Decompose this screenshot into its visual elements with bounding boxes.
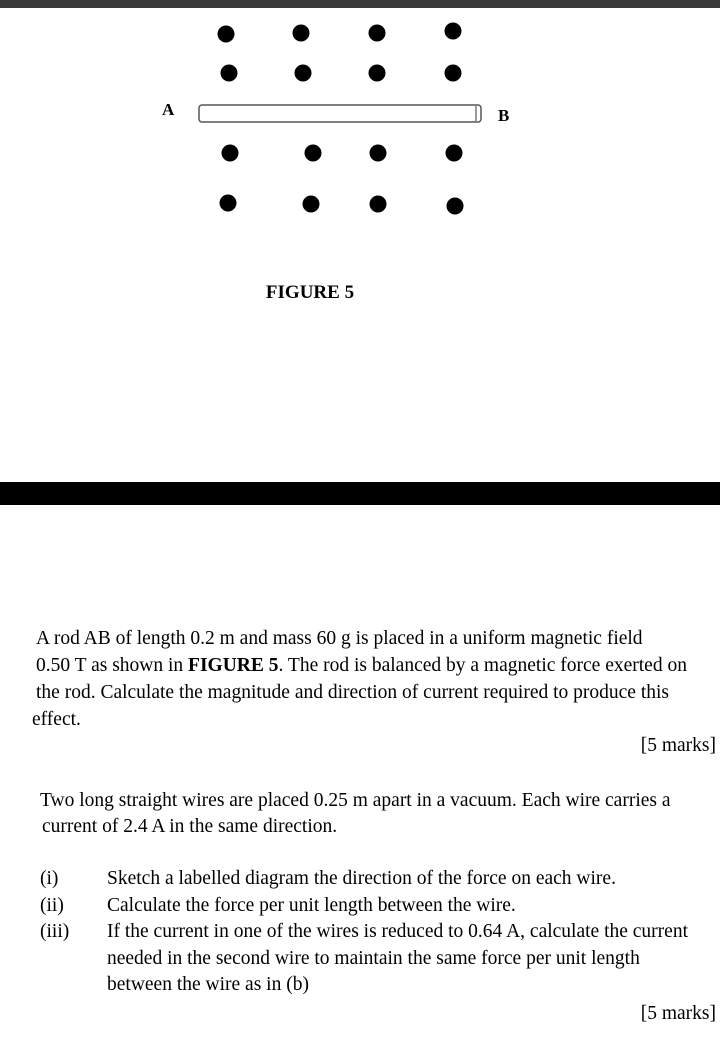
rod-ab xyxy=(199,105,481,122)
field-dot xyxy=(220,195,237,212)
figure-5 xyxy=(0,8,720,308)
rod-end-label-b: B xyxy=(498,106,510,125)
subpart-text xyxy=(107,893,720,920)
field-dot xyxy=(446,145,463,162)
question-a-line: effect. xyxy=(32,709,81,730)
subpart-line: needed in the second wire to maintain the same force per unit length xyxy=(107,947,640,969)
question-a-line: A rod AB of length 0.2 m and mass 60 g is placed in a uniform magnetic field xyxy=(36,628,643,649)
subpart-iii xyxy=(40,919,720,999)
subpart-line: between the wire as in (b) xyxy=(107,974,309,995)
figure-reference: FIGURE 5 xyxy=(188,655,279,676)
subpart-text xyxy=(107,919,720,999)
subpart-line: Calculate the force per unit length between the wire. xyxy=(107,894,516,916)
question-b-text xyxy=(40,788,700,840)
field-dot xyxy=(445,23,462,40)
marks-label: [5 marks] xyxy=(640,1003,716,1024)
subpart-ii xyxy=(40,893,720,920)
field-dot xyxy=(221,65,238,82)
magnetic-field-diagram xyxy=(0,8,720,308)
subpart-text xyxy=(107,866,720,893)
subpart-i xyxy=(40,866,720,893)
question-a-line-start: 0.50 T as shown in xyxy=(36,655,189,676)
subpart-number: (ii) xyxy=(40,894,64,916)
field-dot xyxy=(369,65,386,82)
question-b-line: current of 2.4 A in the same direction. xyxy=(42,816,338,837)
question-b-line: Two long straight wires are placed 0.25 m apart in a vacuum. Each wire carries a xyxy=(40,790,671,811)
subpart-line: Sketch a labelled diagram the direction of the force on each wire. xyxy=(107,868,616,889)
field-dot xyxy=(370,196,387,213)
figure-caption: FIGURE 5 xyxy=(265,282,355,303)
field-dot xyxy=(218,26,235,43)
field-dot xyxy=(369,25,386,42)
question-a-line: the rod. Calculate the magnitude and direction of current required to produce this xyxy=(36,682,669,703)
question-number-fragment xyxy=(0,788,1,811)
question-a-line-end: . The rod is balanced by a magnetic force exerted on xyxy=(278,655,687,676)
field-dot xyxy=(303,196,320,213)
field-dot xyxy=(370,145,387,162)
subpart-number: (i) xyxy=(40,868,59,889)
field-dot xyxy=(222,145,239,162)
subpart-line: If the current in one of the wires is reduced to 0.64 A, calculate the current xyxy=(107,921,688,942)
field-dot xyxy=(293,25,310,42)
top-bar xyxy=(0,0,720,8)
page-divider xyxy=(0,482,720,505)
field-dot xyxy=(295,65,312,82)
field-dot xyxy=(445,65,462,82)
field-dot xyxy=(447,198,464,215)
field-dot xyxy=(305,145,322,162)
question-a-line xyxy=(36,652,718,679)
question-a-text xyxy=(32,625,718,733)
subpart-number: (iii) xyxy=(40,921,70,942)
marks-label: [5 marks] xyxy=(640,735,716,756)
rod-end-label-a: A xyxy=(162,100,175,119)
subpart-list xyxy=(40,866,720,999)
